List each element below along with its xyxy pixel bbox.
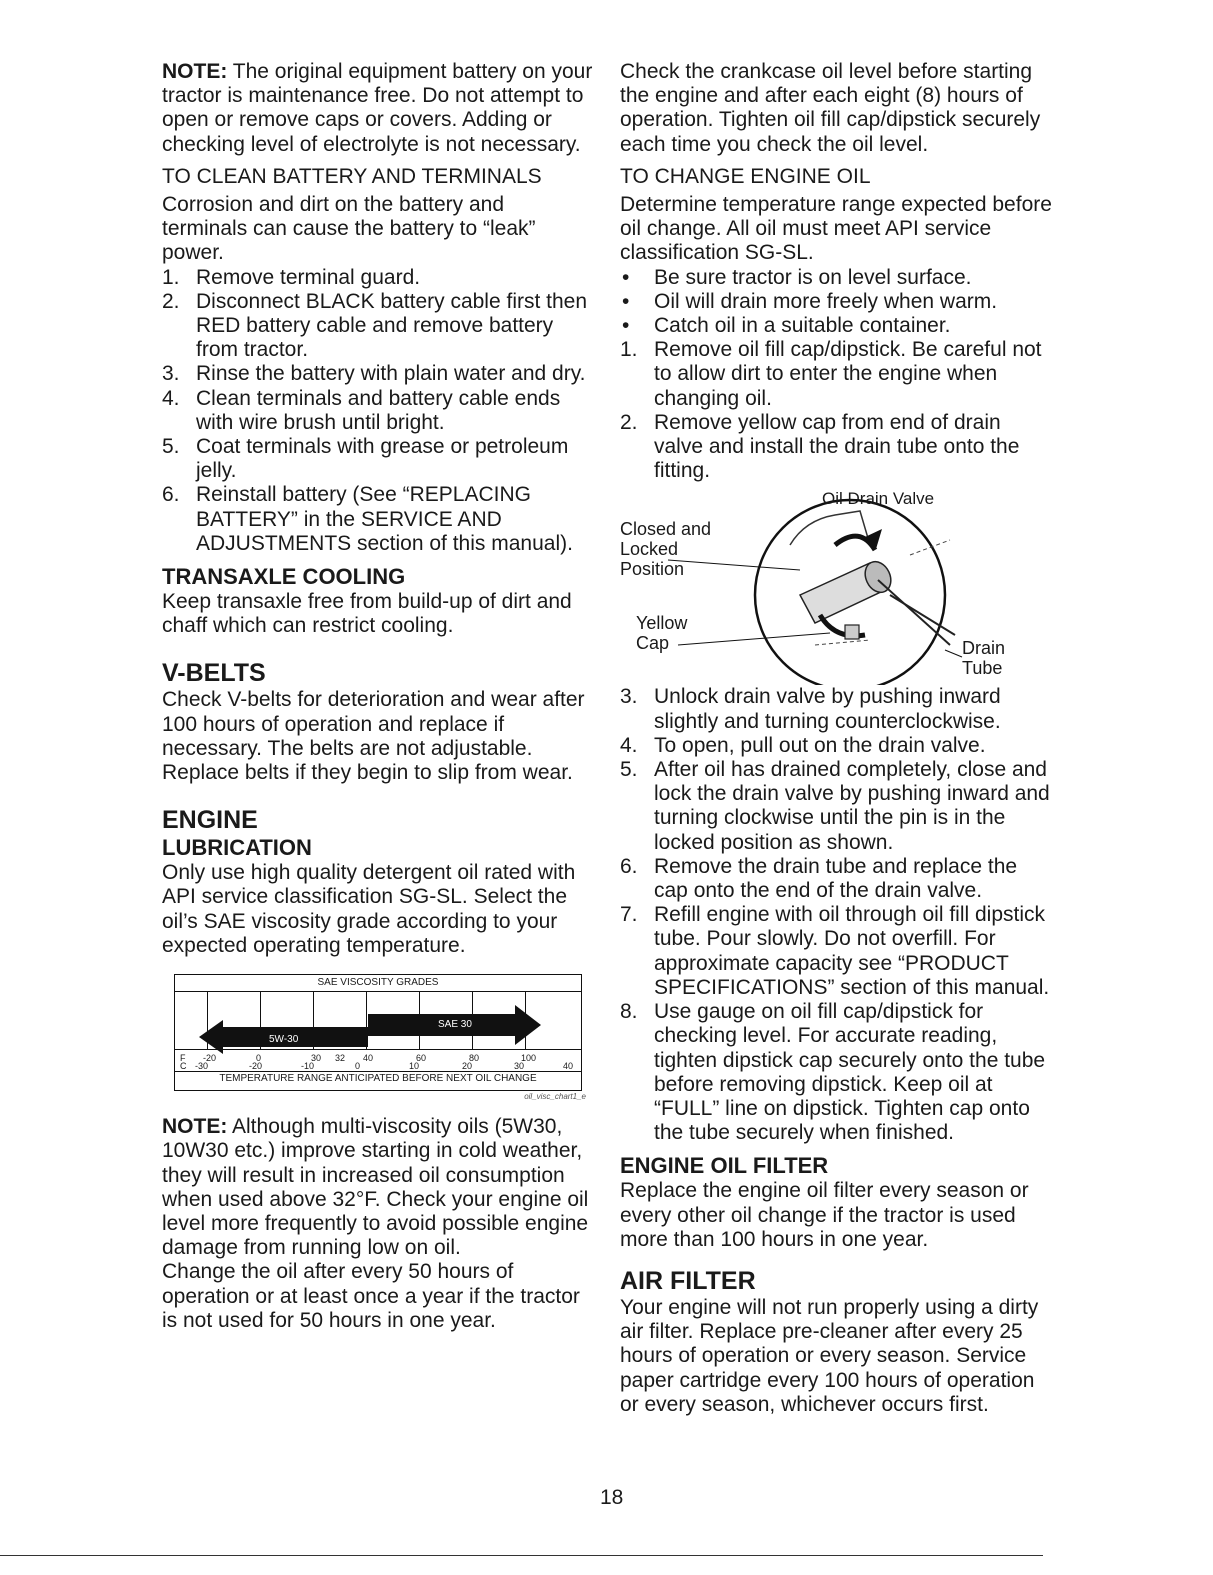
battery-steps — [162, 266, 594, 556]
step-text: Remove yellow cap from end of drain valve and install the drain tube onto the fitting. — [654, 410, 1020, 483]
step-number: 1. — [162, 265, 180, 289]
step-text: Remove the drain tube and replace the cap onto the end of the drain valve. — [654, 854, 1018, 903]
air-filter-heading: AIR FILTER — [620, 1266, 756, 1295]
battery-note — [162, 60, 594, 157]
list-item — [620, 855, 1052, 903]
list-item — [620, 266, 1052, 290]
c-tick: 40 — [563, 1061, 574, 1072]
engine-heading: ENGINE — [162, 806, 258, 835]
step-text: Unlock drain valve by pushing inward slightly and turning counterclockwise. — [654, 685, 1001, 733]
step-number: 4. — [162, 386, 180, 410]
bullet-icon: • — [622, 314, 630, 338]
step-text: Use gauge on oil fill cap/dipstick for checking level. For accurate reading, tighten dipstick cap securely onto the tube before removing dipstick. Keep oil at “FULL” line on dipstick. Tighten cap onto the tube securely when finished. — [654, 1000, 1046, 1145]
c-axis-label: C — [180, 1061, 187, 1072]
step-number: 5. — [620, 758, 638, 782]
step-text: Remove terminal guard. — [196, 265, 421, 289]
change-oil-heading: TO CHANGE ENGINE OIL — [620, 164, 871, 188]
list-item — [162, 266, 594, 290]
note-label: NOTE: — [162, 1115, 228, 1139]
note-text: The original equipment battery on your tractor is maintenance free. Do not attempt to open or remove caps or covers. Adding or checking level of electrolyte is not necessary. — [162, 60, 593, 156]
c-tick: 0 — [355, 1061, 361, 1072]
battery-heading: TO CLEAN BATTERY AND TERMINALS — [162, 164, 542, 188]
step-number: 3. — [162, 362, 180, 386]
step-number: 3. — [620, 685, 638, 709]
step-text: To open, pull out on the drain valve. — [654, 733, 986, 757]
step-text: Coat terminals with grease or petroleum jelly. — [196, 435, 569, 483]
transaxle-heading: TRANSAXLE COOLING — [162, 564, 406, 590]
note-text: Although multi-viscosity oils (5W30, 10W30 etc.) improve starting in cold weather, they will result in increased oil consumption when used above 32°F. Check your engine oil level more frequently to avoid possible engine damage from running low on oil. — [162, 1115, 589, 1260]
bottom-rule — [0, 1555, 1043, 1556]
list-item — [620, 411, 1052, 484]
oil-drain-valve-label: Oil Drain Valve — [822, 489, 935, 509]
oil-filter-text: Replace the engine oil filter every season or every other oil change if the tractor is used more than 100 hours in one year. — [620, 1179, 1029, 1251]
list-item — [162, 387, 594, 435]
oil-bullets — [620, 266, 1052, 339]
chart-title: SAE VISCOSITY GRADES — [317, 977, 439, 989]
step-number: 2. — [162, 289, 180, 313]
note-label: NOTE: — [162, 60, 228, 83]
list-item — [620, 314, 1052, 338]
page-number: 18 — [600, 1486, 624, 1509]
list-item — [620, 903, 1052, 1000]
list-item — [620, 758, 1052, 855]
list-item — [162, 290, 594, 363]
change-oil-intro: Determine temperature range expected before oil change. All oil must meet API service classification SG-SL. — [620, 193, 1052, 265]
bullet-text: Oil will drain more freely when warm. — [654, 289, 998, 313]
step-number: 7. — [620, 903, 638, 927]
oil-steps-b — [620, 685, 1052, 1145]
oil-filter-heading: ENGINE OIL FILTER — [620, 1153, 829, 1179]
left-column — [162, 60, 594, 1333]
c-tick: 20 — [462, 1061, 473, 1072]
f-tick: 100 — [521, 1053, 537, 1064]
c-tick: 30 — [514, 1061, 525, 1072]
f-tick: 32 — [335, 1053, 346, 1064]
f-tick: 40 — [363, 1053, 374, 1064]
list-item — [620, 734, 1052, 758]
c-tick: -20 — [249, 1061, 263, 1072]
sae30-label: SAE 30 — [438, 1019, 472, 1031]
oil-steps-a — [620, 338, 1052, 483]
c-tick: -30 — [195, 1061, 209, 1072]
oil-drain-figure — [620, 485, 1052, 685]
f-tick: 60 — [416, 1053, 427, 1064]
step-number: 8. — [620, 1000, 638, 1024]
step-number: 1. — [620, 338, 638, 362]
step-text: Disconnect BLACK battery cable first then RED battery cable and remove battery from tractor. — [196, 289, 588, 362]
right-column — [620, 60, 1052, 1417]
c-tick: 10 — [409, 1061, 420, 1072]
list-item — [620, 685, 1052, 733]
yellow-cap-label: Yellow Cap — [636, 613, 688, 654]
viscosity-chart — [174, 974, 582, 1091]
drain-tube-label: Drain Tube — [962, 638, 1006, 679]
list-item — [162, 362, 594, 386]
step-text: Refill engine with oil through oil fill dipstick tube. Pour slowly. Do not overfill. For approximate capacity see “PRODUCT SPECIFICATIONS” section of this manual. — [654, 903, 1050, 999]
step-number: 2. — [620, 410, 638, 434]
multi-viscosity-note — [162, 1115, 594, 1260]
list-item — [162, 435, 594, 483]
bullet-text: Catch oil in a suitable container. — [654, 314, 951, 338]
c-tick: -10 — [301, 1061, 315, 1072]
step-number: 4. — [620, 733, 638, 757]
crankcase-text: Check the crankcase oil level before starting the engine and after each eight (8) hours of operation. Tighten oil fill cap/dipstick securely each time you check the oil level. — [620, 60, 1041, 156]
transaxle-text: Keep transaxle free from build-up of dirt and chaff which can restrict cooling. — [162, 590, 572, 638]
step-number: 6. — [620, 854, 638, 878]
chart-footer: TEMPERATURE RANGE ANTICIPATED BEFORE NEXT OIL CHANGE — [219, 1073, 537, 1085]
list-item — [162, 483, 594, 556]
f-axis-label: F — [180, 1053, 186, 1064]
bullet-icon: • — [622, 265, 630, 289]
list-item — [620, 338, 1052, 411]
bullet-icon: • — [622, 289, 630, 313]
step-text: Remove oil fill cap/dipstick. Be careful not to allow dirt to enter the engine when changing oil. — [654, 338, 1042, 410]
battery-intro: Corrosion and dirt on the battery and terminals can cause the battery to “leak” power. — [162, 193, 536, 265]
vbelts-text: Check V-belts for deterioration and wear after 100 hours of operation and replace if necessary. The belts are not adjustable. Replace belts if they begin to slip from wear. — [162, 688, 585, 785]
vbelts-heading: V-BELTS — [162, 659, 266, 688]
5w30-label: 5W-30 — [269, 1034, 299, 1046]
bullet-text: Be sure tractor is on level surface. — [654, 265, 972, 289]
f-tick: -20 — [203, 1053, 217, 1064]
f-tick: 80 — [469, 1053, 480, 1064]
air-filter-text: Your engine will not run properly using a dirty air filter. Replace pre-cleaner after every 25 hours of operation or every season. Service paper cartridge every 100 hours of operation or every season, whichever occurs first. — [620, 1295, 1039, 1416]
oil-change-interval: Change the oil after every 50 hours of operation or at least once a year if the tractor is not used for 50 hours in one year. — [162, 1260, 580, 1332]
list-item — [620, 1000, 1052, 1145]
f-tick: 30 — [311, 1053, 322, 1064]
closed-locked-label: Closed and Locked Position — [620, 519, 712, 580]
f-tick: 0 — [256, 1053, 262, 1064]
step-number: 5. — [162, 435, 180, 459]
step-text: Clean terminals and battery cable ends with wire brush until bright. — [196, 386, 561, 434]
step-text: Rinse the battery with plain water and dry. — [196, 362, 586, 386]
step-number: 6. — [162, 483, 180, 507]
lubrication-text: Only use high quality detergent oil rated with API service classification SG-SL. Select the oil’s SAE viscosity grade according to your expected operating temperature. — [162, 861, 576, 957]
step-text: Reinstall battery (See “REPLACING BATTERY” in the SERVICE AND ADJUSTMENTS section of this manual). — [196, 483, 573, 555]
list-item — [620, 290, 1052, 314]
chart-code: oil_visc_chart1_e — [524, 1092, 586, 1102]
step-text: After oil has drained completely, close and lock the drain valve by pushing inward and turning clockwise until the pin is in the locked position as shown. — [654, 758, 1050, 854]
lubrication-heading: LUBRICATION — [162, 835, 312, 861]
